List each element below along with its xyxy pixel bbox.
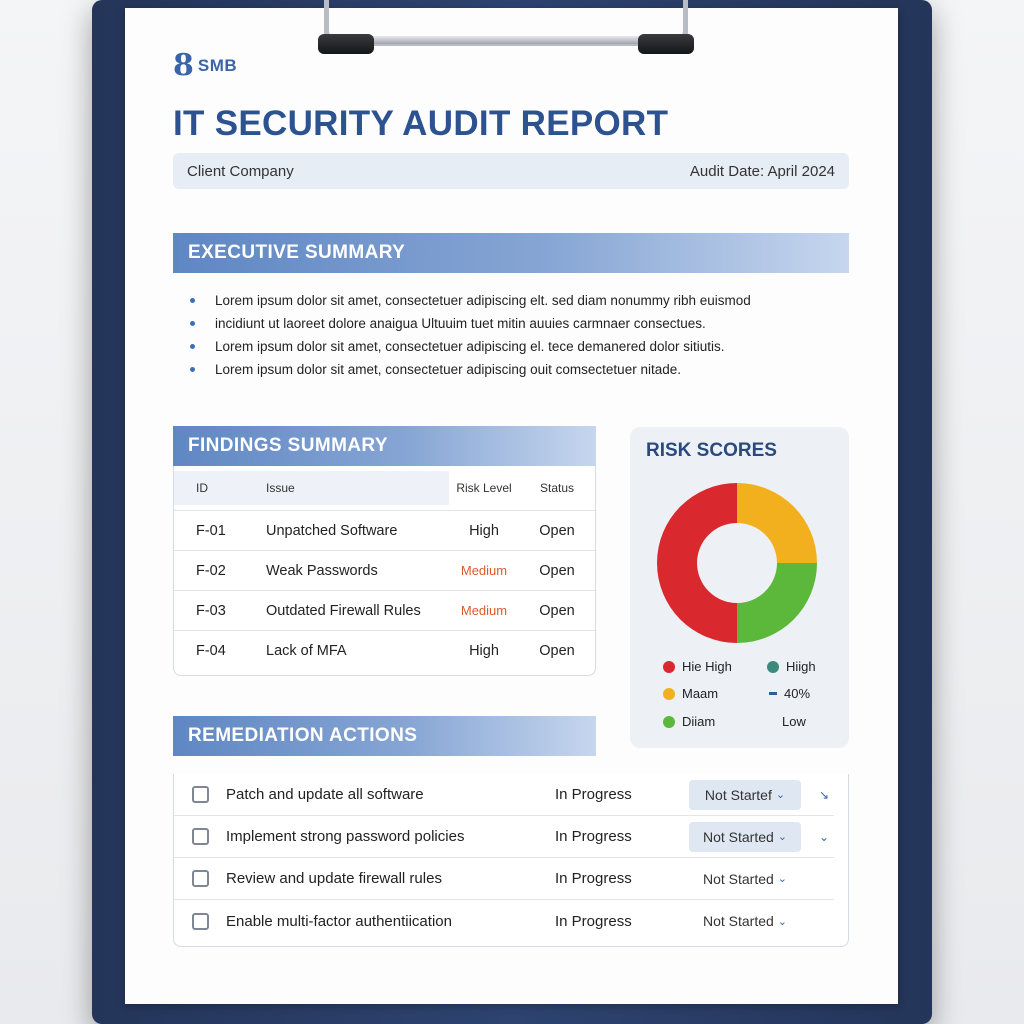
table-row xyxy=(174,510,595,550)
client-name: Client Company xyxy=(187,162,294,180)
audit-date: Audit Date: April 2024 xyxy=(689,162,835,180)
finding-risk: Medium xyxy=(460,563,508,578)
status-value: Not Started xyxy=(702,913,774,929)
legend-swatch xyxy=(663,661,675,673)
finding-issue: Lack of MFA xyxy=(266,642,347,659)
legend-label: Diiam xyxy=(682,714,716,729)
risk-scores-title: RISK SCORES xyxy=(646,440,777,461)
logo-text: SMB xyxy=(197,55,238,75)
legend-item xyxy=(782,714,806,729)
legend-label: 40% xyxy=(784,686,811,701)
legend-swatch xyxy=(663,688,675,700)
row-extra-icon[interactable]: ⌄ xyxy=(819,829,830,844)
finding-status: Open xyxy=(539,642,575,659)
legend-label: Low xyxy=(782,714,806,729)
status-value: Not Startef xyxy=(704,786,772,803)
meta-bar xyxy=(173,153,849,189)
donut-slice-red xyxy=(657,483,737,643)
summary-bullet: Lorem ipsum dolor sit amet, consectetuer adipiscing el. tece demanered dolor sitiutis. xyxy=(188,335,828,358)
logo-mark: 8 xyxy=(173,48,194,83)
finding-issue: Unpatched Software xyxy=(266,522,398,539)
col-status: Status xyxy=(539,481,575,495)
action-text: Enable multi-factor authentiication xyxy=(226,912,452,930)
chevron-down-icon: ⌄ xyxy=(777,873,788,885)
finding-id: F-02 xyxy=(196,562,226,579)
finding-status: Open xyxy=(539,522,575,539)
legend-item xyxy=(663,686,718,701)
summary-bullet: Lorem ipsum dolor sit amet, consectetuer adipiscing ouit comsectetuer nitade. xyxy=(188,358,828,381)
risk-scores-card xyxy=(630,427,849,748)
row-extra-icon[interactable]: ↘ xyxy=(819,787,830,802)
status-dropdown[interactable] xyxy=(689,780,801,810)
donut-slice-green xyxy=(737,563,817,643)
status-dropdown[interactable] xyxy=(689,906,801,936)
remediation-row xyxy=(174,816,834,858)
status-value: Not Started xyxy=(702,828,774,845)
findings-table-header xyxy=(174,466,595,510)
status-value: Not Started xyxy=(702,870,774,887)
status-dropdown[interactable] xyxy=(689,822,801,852)
finding-id: F-04 xyxy=(196,642,226,659)
finding-id: F-01 xyxy=(196,522,226,539)
action-progress: In Progress xyxy=(555,912,632,930)
finding-risk: Medium xyxy=(460,603,508,618)
summary-bullet: Lorem ipsum dolor sit amet, consectetuer adipiscing elt. sed diam nonummy ribh euismod xyxy=(188,289,828,312)
finding-status: Open xyxy=(539,602,575,619)
table-row xyxy=(174,630,595,670)
risk-donut-chart xyxy=(655,481,819,645)
finding-risk: High xyxy=(469,642,499,659)
findings-summary-heading: FINDINGS SUMMARY xyxy=(173,426,596,466)
col-id: ID xyxy=(174,471,247,505)
findings-table xyxy=(173,466,596,676)
chevron-down-icon: ⌄ xyxy=(775,789,786,801)
action-progress: In Progress xyxy=(555,870,632,887)
legend-label: Maam xyxy=(682,686,719,701)
action-text: Patch and update all software xyxy=(226,786,424,803)
remediation-row xyxy=(174,858,834,900)
action-checkbox[interactable] xyxy=(192,913,209,930)
legend-item xyxy=(663,659,732,674)
action-progress: In Progress xyxy=(555,828,632,845)
legend-item xyxy=(663,714,715,729)
finding-status: Open xyxy=(539,562,575,579)
remediation-row xyxy=(174,774,834,816)
executive-summary-list xyxy=(188,289,828,381)
legend-label: Hiigh xyxy=(786,659,816,674)
legend-item xyxy=(767,659,816,674)
action-progress: In Progress xyxy=(555,786,632,803)
table-row xyxy=(174,590,595,630)
legend-swatch xyxy=(769,692,777,695)
col-risk: Risk Level xyxy=(456,481,512,495)
finding-id: F-03 xyxy=(196,602,226,619)
clipboard-clip xyxy=(318,0,694,58)
executive-summary-heading: EXECUTIVE SUMMARY xyxy=(173,233,849,273)
remediation-row xyxy=(174,900,834,942)
col-issue: Issue xyxy=(247,471,449,505)
legend-swatch xyxy=(767,661,779,673)
finding-issue: Outdated Firewall Rules xyxy=(266,602,421,619)
remediation-table xyxy=(173,774,849,947)
action-checkbox[interactable] xyxy=(192,870,209,887)
report-title: IT SECURITY AUDIT REPORT xyxy=(173,104,669,143)
action-checkbox[interactable] xyxy=(192,828,209,845)
chevron-down-icon: ⌄ xyxy=(777,831,788,843)
legend-swatch xyxy=(663,716,675,728)
legend-item xyxy=(769,686,810,701)
action-checkbox[interactable] xyxy=(192,786,209,803)
legend-label: Hie High xyxy=(682,659,732,674)
remediation-actions-heading: REMEDIATION ACTIONS xyxy=(173,716,596,756)
table-row xyxy=(174,550,595,590)
chevron-down-icon: ⌄ xyxy=(777,915,788,928)
brand-logo xyxy=(173,48,237,83)
action-text: Implement strong password policies xyxy=(226,828,465,845)
finding-issue: Weak Passwords xyxy=(266,562,378,579)
finding-risk: High xyxy=(469,522,499,539)
status-dropdown[interactable] xyxy=(689,864,801,894)
summary-bullet: incidiunt ut laoreet dolore anaigua Ultuuim tuet mitin auuies carmnaer consectues. xyxy=(188,312,828,335)
donut-slice-yellow xyxy=(737,483,817,563)
action-text: Review and update firewall rules xyxy=(226,870,442,887)
